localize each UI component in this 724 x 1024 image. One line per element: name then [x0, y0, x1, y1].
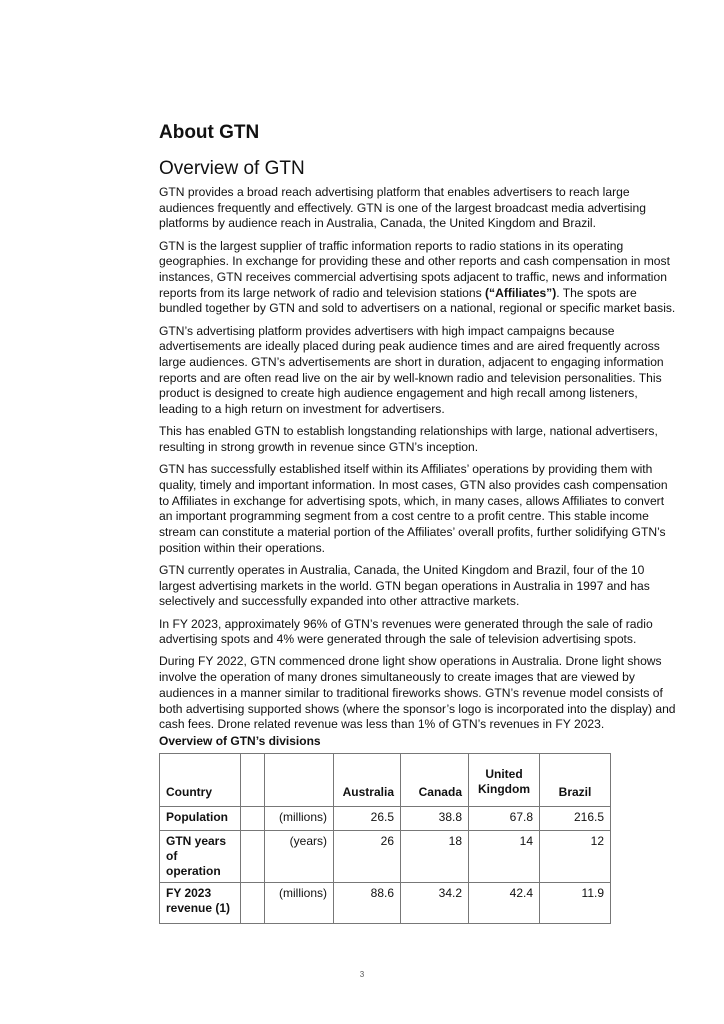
row-label: FY 2023 revenue (1): [160, 883, 241, 924]
blank-cell: [241, 831, 265, 883]
paragraph-line: reports and are often read live on the air by well-known radio and television personalities. This: [159, 370, 662, 385]
header-australia: Australia: [334, 754, 401, 807]
header-brazil: Brazil: [540, 754, 611, 807]
paragraph-line: This has enabled GTN to establish longstanding relationships with large, national advertisers,: [159, 424, 658, 439]
paragraph-line: GTN has successfully established itself within its Affiliates’ operations by providing them with: [159, 462, 653, 477]
paragraph: [159, 185, 699, 232]
paragraph-line: largest advertising markets in the world. GTN began operations in Australia in 1997 and has: [159, 578, 650, 593]
paragraph-line: audiences in a manner similar to traditional fireworks shows. GTN’s revenue model consists of: [159, 685, 663, 700]
table-row: [160, 807, 611, 831]
section-title: Overview of GTN: [159, 158, 305, 179]
paragraph: [159, 324, 699, 418]
value-cell: 12: [540, 831, 611, 883]
value-cell: 38.8: [401, 807, 469, 831]
page-title: About GTN: [159, 122, 260, 143]
paragraph-line: GTN’s advertising platform provides advertisers with high impact campaigns because: [159, 323, 615, 338]
paragraph: [159, 654, 699, 733]
value-cell: 14: [469, 831, 540, 883]
paragraph-line: quality, timely and important information. In most cases, GTN also provides cash compensation: [159, 477, 668, 492]
table-caption: Overview of GTN’s divisions: [159, 734, 321, 748]
paragraph-line: selectively and successfully expanded into other attractive markets.: [159, 594, 520, 609]
header-uk-text: United Kingdom: [478, 767, 530, 796]
header-country: Country: [160, 754, 241, 807]
paragraph-line: product is designed to create high audience engagement and high recall among listeners,: [159, 386, 638, 401]
value-cell: 18: [401, 831, 469, 883]
paragraph-line: resulting in strong growth in revenue since GTN’s inception.: [159, 440, 479, 455]
paragraph: [159, 563, 699, 610]
paragraph-line: advertisements are ideally placed during peak audience times and are aired frequently across: [159, 339, 660, 354]
header-blank: [241, 754, 265, 807]
paragraph: [159, 239, 699, 318]
paragraphs: [159, 185, 699, 733]
paragraph-line: position within their operations.: [159, 540, 326, 555]
value-cell: 11.9: [540, 883, 611, 924]
unit-cell: (millions): [265, 883, 334, 924]
paragraph-line: GTN is the largest supplier of traffic information reports to radio stations in its operating: [159, 238, 624, 253]
header-unit: [265, 754, 334, 807]
paragraph-line: GTN currently operates in Australia, Canada, the United Kingdom and Brazil, four of the 10: [159, 562, 645, 577]
value-cell: 67.8: [469, 807, 540, 831]
paragraph-line: leading to a high return on investment for advertisers.: [159, 402, 445, 417]
paragraph-line: cash fees. Drone related revenue was less than 1% of GTN’s revenues in FY 2023.: [159, 717, 605, 732]
paragraph-line: an important programming segment from a cost centre to a profit centre. This stable income: [159, 509, 649, 524]
header-canada: Canada: [401, 754, 469, 807]
value-cell: 26.5: [334, 807, 401, 831]
unit-cell: (millions): [265, 807, 334, 831]
paragraph: [159, 617, 699, 648]
table-row: [160, 883, 611, 924]
paragraph-line: GTN provides a broad reach advertising platform that enables advertisers to reach large: [159, 185, 630, 199]
paragraph-line: During FY 2022, GTN commenced drone light show operations in Australia. Drone light shows: [159, 654, 662, 669]
paragraph-line: [159, 286, 699, 302]
value-cell: 42.4: [469, 883, 540, 924]
paragraph: [159, 462, 699, 556]
paragraph: [159, 424, 699, 455]
unit-cell: (years): [265, 831, 334, 883]
blank-cell: [241, 807, 265, 831]
paragraph-line: advertising spots and 4% were generated through the sale of television advertising spots.: [159, 632, 637, 647]
text-segment: reports from its large network of radio and television stations: [159, 285, 486, 300]
paragraph-line: involve the operation of many drones simultaneously to create images that are viewed by: [159, 670, 635, 685]
affiliates-term: (“Affiliates”): [485, 285, 557, 300]
value-cell: 34.2: [401, 883, 469, 924]
paragraph-line: to Affiliates in exchange for advertising spots, which, in many cases, allows Affiliates to convert: [159, 493, 665, 508]
table-row: [160, 831, 611, 883]
paragraph-line: stream can constitute a material portion of the Affiliates’ overall profits, further solidifying GTN’s: [159, 525, 666, 540]
value-cell: 88.6: [334, 883, 401, 924]
paragraph-line: platforms by audience reach in Australia, Canada, the United Kingdom and Brazil.: [159, 216, 596, 231]
header-uk: [469, 754, 540, 807]
text-segment: . The spots are: [556, 285, 637, 300]
paragraph-line: large audiences. GTN’s advertisements are short in duration, adjacent to engaging information: [159, 355, 664, 370]
row-label: Population: [160, 807, 241, 831]
value-cell: 26: [334, 831, 401, 883]
paragraph-line: In FY 2023, approximately 96% of GTN’s revenues were generated through the sale of radio: [159, 616, 653, 631]
paragraph-line: instances, GTN receives commercial advertising spots adjacent to traffic, news and information: [159, 270, 667, 285]
blank-cell: [241, 883, 265, 924]
table-header-row: [160, 754, 611, 807]
divisions-table: [159, 753, 611, 924]
paragraph-line: geographies. In exchange for providing these and other reports and cash compensation in most: [159, 254, 670, 269]
value-cell: 216.5: [540, 807, 611, 831]
row-label: GTN years of operation: [160, 831, 241, 883]
paragraph-line: bundled together by GTN and sold to advertisers on a national, regional or specific market basis.: [159, 301, 676, 316]
paragraph-line: audiences frequently and effectively. GTN is one of the largest broadcast media advertising: [159, 200, 646, 215]
paragraph-line: both advertising supported shows (where the sponsor’s logo is incorporated into the display) and: [159, 701, 676, 716]
page-body: [159, 120, 699, 740]
page-number: 3: [359, 970, 365, 979]
